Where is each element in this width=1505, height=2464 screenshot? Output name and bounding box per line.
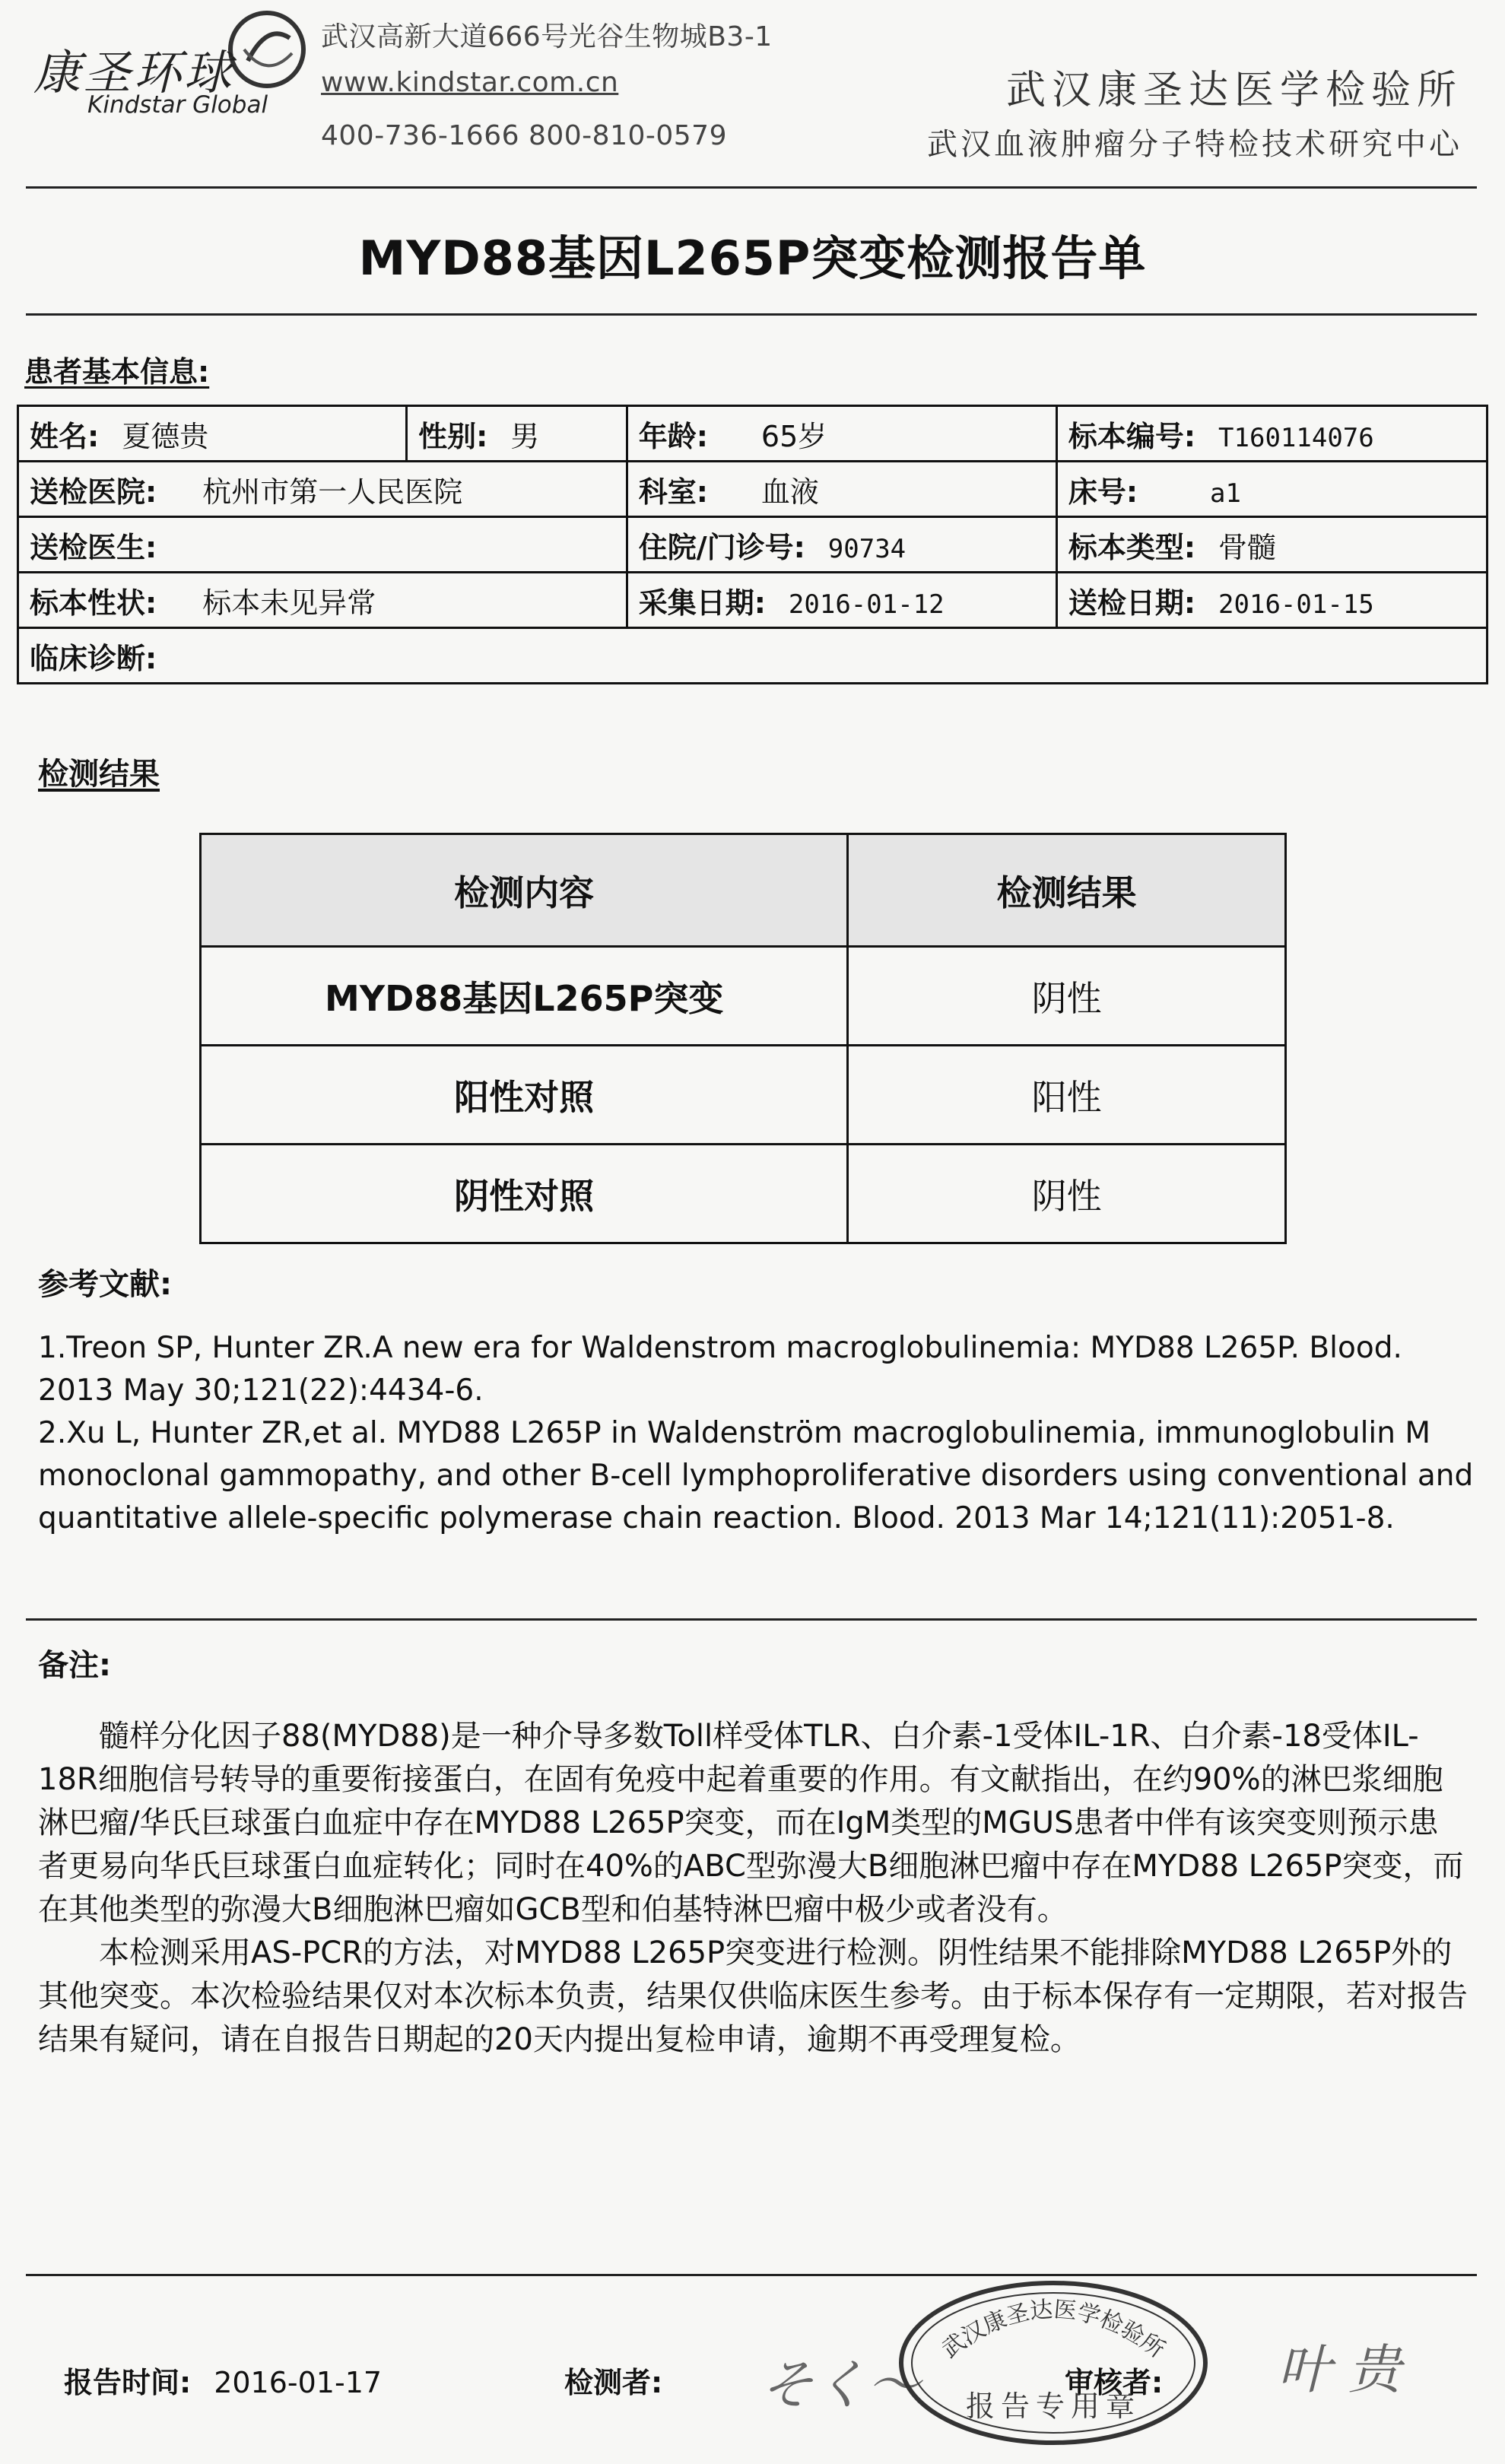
header-divider <box>26 186 1477 189</box>
report-time-label: 报告时间: <box>64 2366 192 2399</box>
official-stamp-icon <box>894 2275 1213 2450</box>
svg-text:武汉康圣达医学检验所: 武汉康圣达医学检验所 <box>937 2296 1170 2364</box>
remarks-body <box>38 1715 1468 2062</box>
result-item: 阳性对照 <box>201 1046 848 1145</box>
bed-no: a1 <box>1210 478 1241 509</box>
remark-paragraph: 髓样分化因子88(MYD88)是一种介导多数Toll样受体TLR、白介素-1受体IL-1R、白介素-18受体IL-18R细胞信号转导的重要衔接蛋白，在固有免疫中起着重要的作用。有文献指出，在约90%的淋巴浆细胞淋巴瘤/华氏巨球蛋白血症中存在MYD88 L265P突变，而在IgM类型的MGUS患者中伴有该突变则预示患者更易向华氏巨球蛋白血症转化；同时在40%的ABC型弥漫大B细胞淋巴瘤中存在MYD88 L265P突变，而在其他类型的弥漫大B细胞淋巴瘤如GCB型和伯基特淋巴瘤中极少或者没有。 <box>38 1719 1464 1927</box>
logo-chinese: 康圣环球 <box>33 45 235 100</box>
reference-item: 1.Treon SP, Hunter ZR.A new era for Waldenstrom macroglobulinemia: MYD88 L265P. Blood. 2013 May 30;121(22):4434-6. <box>38 1331 1402 1408</box>
lab-subtitle: 武汉血液肿瘤分子特检技术研究中心 <box>927 127 1462 162</box>
reviewer-label: 审核者: <box>1065 2366 1164 2399</box>
table-row <box>18 462 1488 517</box>
age-label: 年龄: <box>638 419 708 453</box>
footer-divider <box>26 2274 1477 2276</box>
specimen-no-label: 标本编号: <box>1068 419 1196 453</box>
report-title: MYD88基因L265P突变检测报告单 <box>358 230 1147 286</box>
results-table <box>199 833 1287 1244</box>
table-row <box>18 406 1488 462</box>
patient-info-table <box>17 405 1488 684</box>
remark-paragraph: 本检测采用AS-PCR的方法，对MYD88 L265P突变进行检测。阴性结果不能排除MYD88 L265P外的其他突变。本次检验结果仅对本次标本负责，结果仅供临床医生参考。由于标本保存有一定期限，若对报告结果有疑问，请在自报告日期起的20天内提出复检申请，逾期不再受理复检。 <box>38 1935 1468 2057</box>
specimen-no: T160114076 <box>1218 422 1374 453</box>
inpatient-no: 90734 <box>827 533 906 564</box>
phone-numbers: 400-736-1666 800-810-0579 <box>321 120 727 151</box>
table-row <box>201 1046 1286 1145</box>
patient-section-title: 患者基本信息: <box>24 355 210 389</box>
submit-date: 2016-01-15 <box>1218 589 1374 620</box>
diagnosis-label: 临床诊断: <box>30 641 157 675</box>
result-item: MYD88基因L265P突变 <box>201 947 848 1046</box>
title-divider <box>26 313 1477 316</box>
svg-text:报告专用章: 报告专用章 <box>965 2389 1141 2423</box>
remarks-title: 备注: <box>38 1648 111 1683</box>
doctor-label: 送检医生: <box>30 530 157 564</box>
lab-name: 武汉康圣达医学检验所 <box>1005 68 1462 113</box>
tester <box>564 2359 685 2401</box>
result-value: 阴性 <box>848 1145 1286 1243</box>
sex-label: 性别: <box>418 419 488 453</box>
specimen-type: 骨髓 <box>1218 530 1277 564</box>
table-row <box>201 947 1286 1046</box>
results-section-title: 检测结果 <box>38 757 160 792</box>
department: 血液 <box>760 475 819 509</box>
tester-signature-icon: そく〜 <box>760 2354 920 2416</box>
col-header-result: 检测结果 <box>848 834 1286 947</box>
hospital-label: 送检医院: <box>30 475 157 509</box>
website-link[interactable]: www.kindstar.com.cn <box>321 67 619 98</box>
hospital: 杭州市第一人民医院 <box>202 475 463 509</box>
logo-english: Kindstar Global <box>87 91 268 119</box>
references-list <box>38 1327 1483 1540</box>
tester-label: 检测者: <box>564 2366 663 2399</box>
submit-date-label: 送检日期: <box>1068 586 1196 620</box>
collect-date: 2016-01-12 <box>788 589 945 620</box>
collect-date-label: 采集日期: <box>638 586 766 620</box>
name-label: 姓名: <box>30 419 100 453</box>
specimen-trait-label: 标本性状: <box>30 586 157 620</box>
inpatient-label: 住院/门诊号: <box>638 530 805 564</box>
patient-sex: 男 <box>510 419 540 453</box>
address: 武汉高新大道666号光谷生物城B3-1 <box>321 21 773 52</box>
col-header-item: 检测内容 <box>201 834 848 947</box>
bed-label: 床号: <box>1068 475 1138 509</box>
references-divider <box>26 1618 1477 1621</box>
patient-name: 夏德贵 <box>122 419 209 453</box>
result-value: 阳性 <box>848 1046 1286 1145</box>
table-row <box>18 517 1488 573</box>
specimen-trait: 标本未见异常 <box>202 586 376 620</box>
report-time <box>64 2359 382 2401</box>
references-title: 参考文献: <box>38 1267 172 1302</box>
result-value: 阴性 <box>848 947 1286 1046</box>
kindstar-logo-icon <box>225 8 309 91</box>
patient-age: 65岁 <box>760 419 827 453</box>
dept-label: 科室: <box>638 475 708 509</box>
table-row <box>18 628 1488 684</box>
report-time-value: 2016-01-17 <box>214 2366 383 2399</box>
reference-item: 2.Xu L, Hunter ZR,et al. MYD88 L265P in Waldenström macroglobulinemia, immunoglobulin M monoclonal gammopathy, and other B-cell lymphoproliferative disorders using conventional and quantitative allele-specific polymerase chain reaction. Blood. 2013 Mar 14;121(11):2051-8. <box>38 1416 1474 1535</box>
result-item: 阴性对照 <box>201 1145 848 1243</box>
table-header-row <box>201 834 1286 947</box>
specimen-type-label: 标本类型: <box>1068 530 1196 564</box>
table-row <box>201 1145 1286 1243</box>
reviewer-signature-icon: 叶 贵 <box>1278 2339 1402 2401</box>
table-row <box>18 573 1488 628</box>
